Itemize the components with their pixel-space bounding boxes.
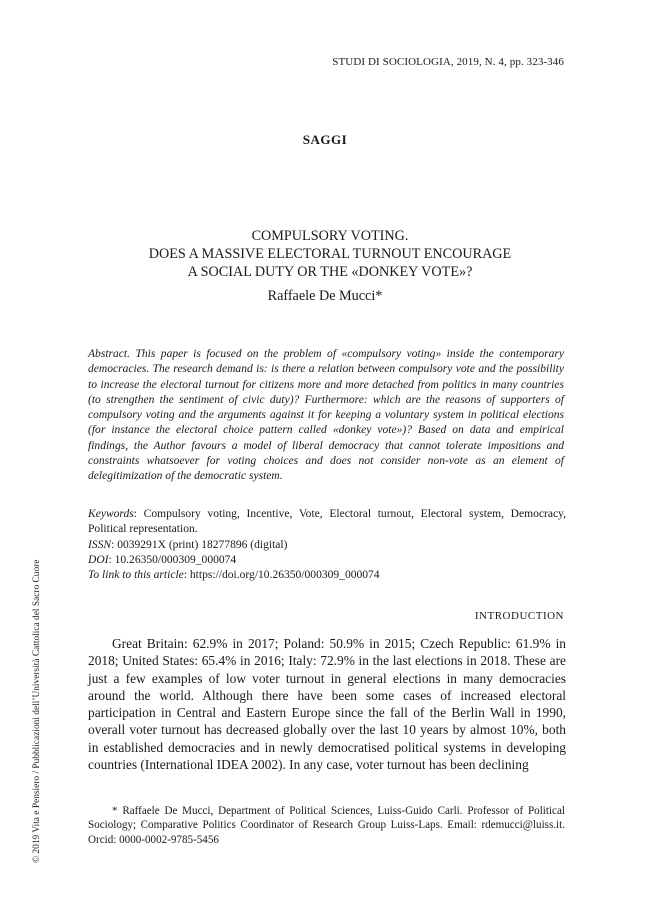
side-copyright: © 2019 Vita e Pensiero / Pubblicazioni dell’Università Cattolica del Sacro Cuore <box>32 559 42 863</box>
author-footnote: * Raffaele De Mucci, Department of Political Sciences, Luiss-Guido Carli. Professor of Political Sociology; Comparative Politics Coordinator of Research Group Luiss-Laps. Email: rdemucci@luiss.it. Orcid: 0000-0002-9785-5456 <box>88 805 565 846</box>
keywords-row <box>88 507 566 538</box>
article-link[interactable]: : https://doi.org/10.26350/000309_000074 <box>183 569 380 582</box>
introduction-heading: INTRODUCTION <box>474 610 564 622</box>
article-metadata <box>88 507 566 583</box>
issn-value: : 0039291X (print) 18277896 (digital) <box>111 538 288 551</box>
journal-header: STUDI DI SOCIOLOGIA, 2019, N. 4, pp. 323-346 <box>332 56 564 68</box>
title-line: A SOCIAL DUTY OR THE «DONKEY VOTE»? <box>187 264 473 280</box>
author-name: Raffaele De Mucci* <box>267 288 383 304</box>
doi-value: : 10.26350/000309_000074 <box>108 553 237 566</box>
title-line: DOES A MASSIVE ELECTORAL TURNOUT ENCOURAGE <box>148 246 512 262</box>
issn-row <box>88 538 566 553</box>
article-link-label: To link to this article <box>88 569 184 582</box>
abstract: Abstract. This paper is focused on the problem of «compulsory voting» inside the contemporary democracies. The research demand is: is there a relation between compulsory vote and the possibility to increase the electoral turnout for citizens more and more detached from politics in many countries (to strengthen the sentiment of civic duty)? Furthermore: which are the reasons of supporters of compulsory voting and the arguments against it for keeping a voluntary system in political elections (for instance the electoral choice pattern called «donkey vote»)? Based on data and empirical findings, the Author favours a model of liberal democracy that cannot tolerate impositions and constraints whatsoever for voting choices and does not consider non-vote as an element of delegitimization of the democratic system. <box>88 348 564 483</box>
issn-label: ISSN <box>88 538 112 551</box>
doi-row <box>88 553 566 568</box>
keywords-value: : Compulsory voting, Incentive, Vote, Electoral turnout, Electoral system, Democracy, Political representation. <box>88 508 566 536</box>
body-paragraph: Great Britain: 62.9% in 2017; Poland: 50.9% in 2015; Czech Republic: 61.9% in 2018; United States: 65.4% in 2016; Italy: 72.9% in the last elections in 2018. These are just a few examples of low voter turnout in general elections in many democracies around the world. Although there have been some cases of increased electoral participation in Central and Eastern Europe since the fall of the Berlin Wall in 1990, overall voter turnout has decreased globally over the last 10 years by almost 10%, both in established democracies and in newly democratised political systems in developing countries (International IDEA 2002). In any case, voter turnout has been declining <box>88 636 566 773</box>
keywords-label: Keywords <box>88 508 134 520</box>
article-link-row <box>88 568 566 583</box>
doi-label: DOI <box>88 553 109 566</box>
title-line: COMPULSORY VOTING. <box>251 228 409 244</box>
section-label: SAGGI <box>302 132 348 147</box>
paper-title <box>80 227 580 281</box>
